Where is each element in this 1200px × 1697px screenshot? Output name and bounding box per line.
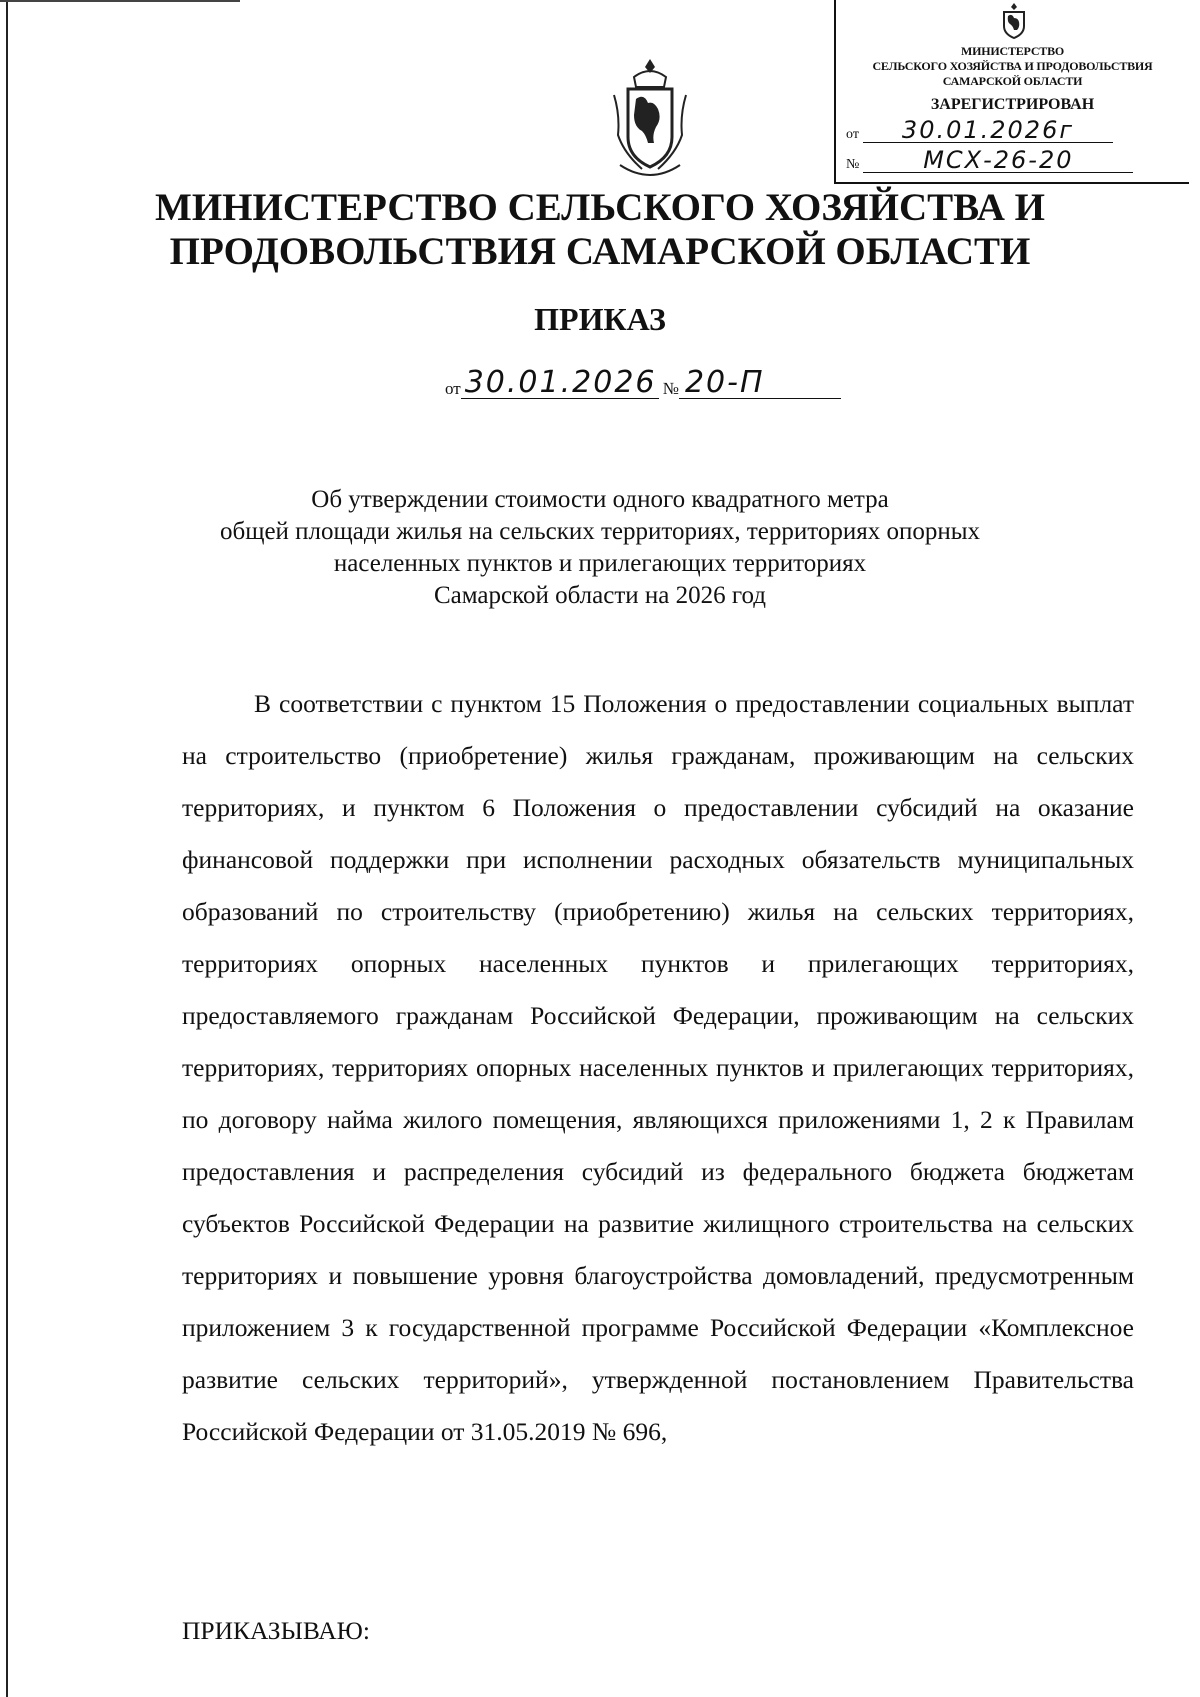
stamp-registered-label: ЗАРЕГИСТРИРОВАН bbox=[930, 96, 1095, 113]
stamp-number-label: № bbox=[846, 157, 860, 172]
subject-line: населенных пунктов и прилегающих территориях bbox=[333, 550, 867, 577]
stamp-ministry-line: СЕЛЬСКОГО ХОЗЯЙСТВА И ПРОДОВОЛЬСТВИЯ bbox=[872, 59, 1153, 73]
title-line: ПРОДОВОЛЬСТВИЯ САМАРСКОЙ ОБЛАСТИ bbox=[169, 230, 1031, 273]
subject-line: Самарской области на 2026 год bbox=[433, 582, 767, 609]
stamp-number-row bbox=[846, 148, 1133, 173]
order-number-label: № bbox=[662, 379, 679, 398]
stamp-number-handwritten: МСХ-26-20 bbox=[863, 148, 1133, 173]
document-type: ПРИКАЗ bbox=[534, 301, 666, 337]
coat-of-arms-icon bbox=[610, 55, 690, 185]
stamp-from-label: от bbox=[846, 127, 859, 142]
order-subject bbox=[0, 484, 1200, 612]
subject-line: общей площади жилья на сельских территориях, территориях опорных bbox=[219, 518, 981, 545]
stamp-coat-of-arms-icon bbox=[996, 2, 1032, 40]
order-date-number bbox=[445, 365, 841, 400]
stamp-date-handwritten: 30.01.2026г bbox=[863, 118, 1113, 143]
stamp-date-row bbox=[846, 118, 1113, 143]
stamp-ministry-line: МИНИСТЕРСТВО bbox=[960, 44, 1065, 58]
order-number-handwritten: 20-П bbox=[679, 368, 841, 399]
order-date-handwritten: 30.01.2026 bbox=[461, 368, 659, 399]
order-directive: ПРИКАЗЫВАЮ: bbox=[182, 1616, 370, 1645]
page-title bbox=[0, 186, 1200, 274]
subject-line: Об утверждении стоимости одного квадратного метра bbox=[311, 486, 889, 513]
order-from-label: от bbox=[445, 379, 461, 398]
body-paragraph: В соответствии с пунктом 15 Положения о предоставлении социальных выплат на строительство (приобретение) жилья гражданам, проживающим на сельских территориях, и пунктом 6 Положения о предоставлении субсидий на оказание финансовой поддержки при исполнении расходных обязательств муниципальных образований по строительству (приобретению) жилья на сельских территориях, территориях опорных населенных пунктов и прилегающих территориях, предоставляемого гражданам Российской Федерации, проживающим на сельских территориях, территориях опорных населенных пунктов и прилегающих территориях, по договору найма жилого помещения, являющихся приложениями 1, 2 к Правилам предоставления и распределения субсидий из федерального бюджета бюджетам субъектов Российской Федерации на развитие жилищного строительства на сельских территориях и повышение уровня благоустройства домовладений, предусмотренным приложением 3 к государственной программе Российской Федерации «Комплексное развитие сельских территорий», утвержденной постановлением Правительства Российской Федерации от 31.05.2019 № 696, bbox=[182, 689, 1134, 1446]
stamp-ministry-line: САМАРСКОЙ ОБЛАСТИ bbox=[942, 74, 1083, 88]
order-body bbox=[182, 678, 1134, 1458]
title-line: МИНИСТЕРСТВО СЕЛЬСКОГО ХОЗЯЙСТВА И bbox=[155, 186, 1045, 229]
scan-top-mark bbox=[0, 0, 240, 2]
registration-stamp bbox=[834, 0, 1189, 184]
